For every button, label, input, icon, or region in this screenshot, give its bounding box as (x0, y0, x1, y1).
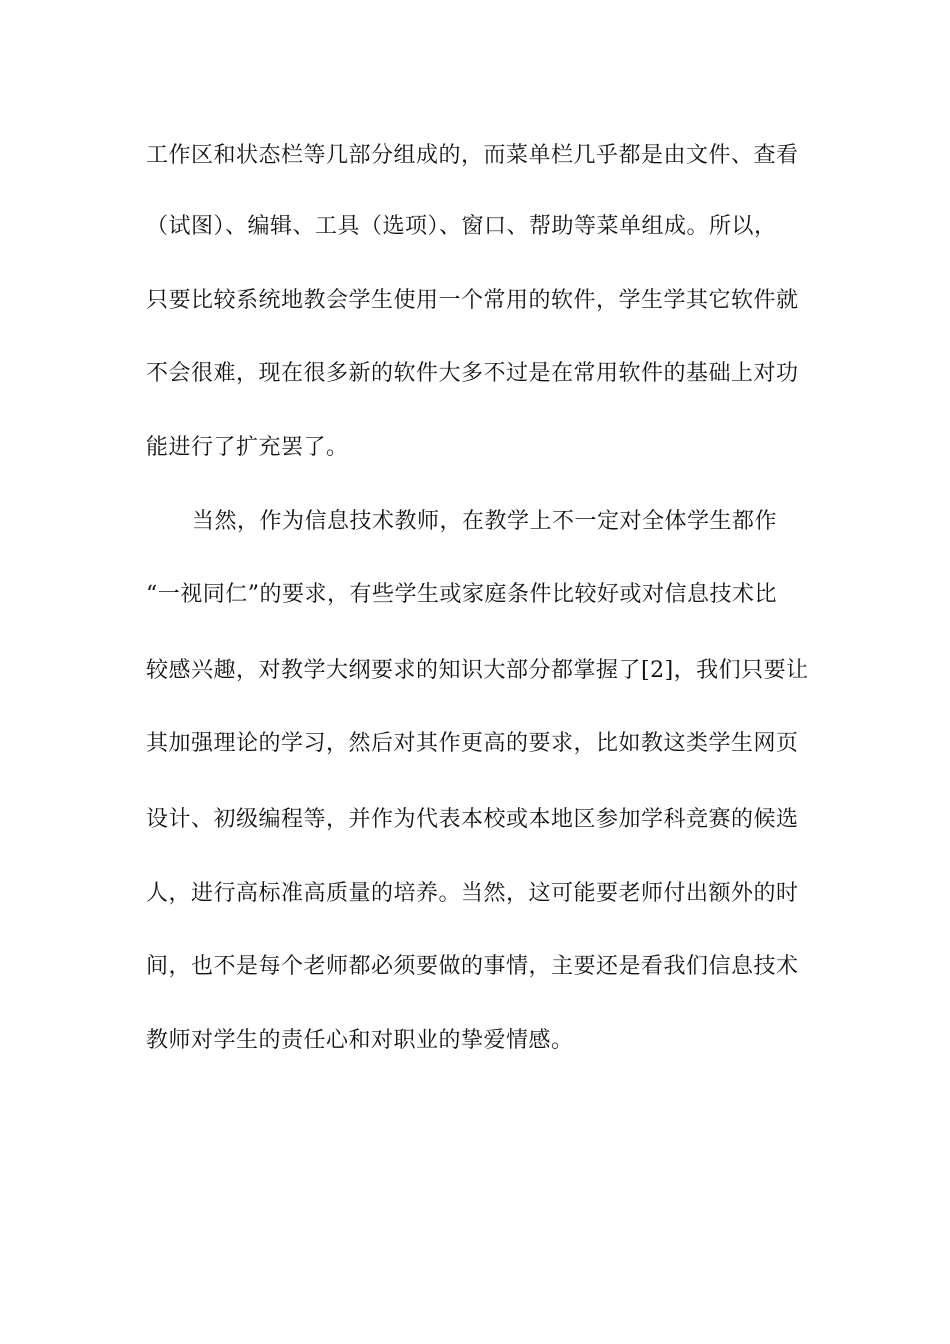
text-line: （试图）、编辑、工具（选项）、窗口、帮助等菜单组成。所以， (146, 214, 777, 239)
text-line: “一视同仁”的要求，有些学生或家庭条件比较好或对信息技术比 (146, 582, 777, 607)
text-line: 间，也不是每个老师都必须要做的事情，主要还是看我们信息技术 (146, 954, 799, 979)
text-line: 不会很难，现在很多新的软件大多不过是在常用软件的基础上对功 (146, 361, 799, 386)
text-line: 能进行了扩充罢了。 (146, 435, 349, 460)
text-line: 设计、初级编程等，并作为代表本校或本地区参加学科竞赛的候选 (146, 807, 799, 832)
text-line: 其加强理论的学习，然后对其作更高的要求，比如教这类学生网页 (146, 731, 799, 756)
text-line: 只要比较系统地教会学生使用一个常用的软件，学生学其它软件就 (146, 288, 799, 313)
text-line: 工作区和状态栏等几部分组成的，而菜单栏几乎都是由文件、查看 (146, 143, 799, 168)
text-line: 教师对学生的责任心和对职业的挚爱情感。 (146, 1028, 574, 1053)
text-line: 较感兴趣，对教学大纲要求的知识大部分都掌握了[2]，我们只要让 (146, 658, 809, 683)
text-line: 人，进行高标准高质量的培养。当然，这可能要老师付出额外的时 (146, 881, 799, 906)
paragraph-first-line: 当然，作为信息技术教师，在教学上不一定对全体学生都作 (192, 509, 778, 534)
